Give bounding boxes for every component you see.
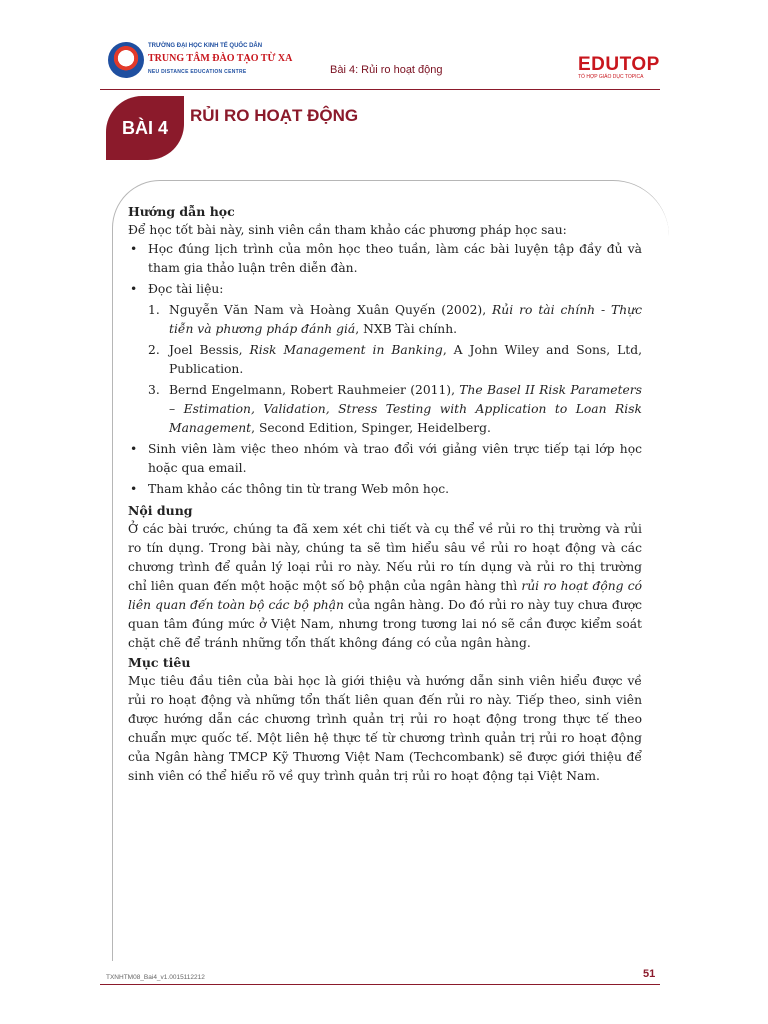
edutop-tagline: TỔ HỢP GIÁO DỤC TOPICA [578, 74, 644, 80]
reference-item [148, 341, 642, 379]
edutop-wordmark: EDUTOP [578, 54, 660, 75]
reference-title: Rủi ro tài chính - Thực tiễn và phương pháp đánh giá [169, 303, 642, 336]
running-header-title: Bài 4: Rủi ro hoạt động [330, 64, 443, 76]
reference-authors: Joel Bessis, [169, 343, 250, 357]
lesson-badge: BÀI 4 [106, 96, 184, 160]
document-code: TXNHTM08_Bai4_v1.0015112212 [106, 974, 205, 981]
header-divider [100, 89, 660, 90]
lesson-content [128, 202, 642, 786]
reference-item [148, 381, 642, 438]
page-number: 51 [643, 968, 656, 980]
content-paragraph [128, 520, 642, 653]
logo-university-name: TRƯỜNG ĐẠI HỌC KINH TẾ QUỐC DÂN [148, 43, 263, 49]
reference-authors: Bernd Engelmann, Robert Rauhmeier (2011), [169, 383, 460, 397]
logo-centre-english: NEU DISTANCE EDUCATION CENTRE [148, 69, 247, 75]
page-header [0, 40, 768, 90]
reference-publisher: , Second Edition, Spinger, Heidelberg. [251, 421, 491, 435]
logo-centre-name: TRUNG TÂM ĐÀO TẠO TỪ XA [148, 53, 293, 64]
reference-title: Risk Management in Banking [249, 343, 443, 357]
objective-paragraph: Mục tiêu đầu tiên của bài học là giới thiệu và hướng dẫn sinh viên hiểu được về rủi ro hoạt động và những tổn thất liên quan đến rủi ro này. Tiếp theo, sinh viên được hướng dẫn các chương trình quản trị rủi ro hoạt động trong thực tế theo chuẩn mực quốc tế. Một liên hệ thực tế từ chương trình quản trị rủi ro hoạt động của Ngân hàng TMCP Kỹ Thương Việt Nam (Techcombank) sẽ được giới thiệu để sinh viên có thể hiểu rõ về quy trình quản trị rủi ro hoạt động tại Việt Nam. [128, 674, 642, 783]
content-text-part: của ngân hàng. Do đó rủi ro này tuy chưa được quan tâm đúng mức ở Việt Nam, nhưng trong tương lai nó sẽ cần được kiểm soát chặt chẽ để tránh những tổn thất không đáng có của ngân hàng. [128, 598, 642, 650]
reference-publisher: , A John Wiley and Sons, Ltd, Publication. [169, 343, 642, 376]
content-text-part: Ở các bài trước, chúng ta đã xem xét chi tiết và cụ thể về rủi ro thị trường và rủi ro tín dụng. Trong bài này, chúng ta sẽ tìm hiểu sâu về rủi ro hoạt động và các chương trình để quản lý loại rủi ro này. Nếu rủi ro tín dụng và rủi ro thị trường chỉ liên quan đến một hoặc một số bộ phận của ngân hàng thì [128, 522, 642, 593]
guide-intro: Để học tốt bài này, sinh viên cần tham khảo các phương pháp học sau: [128, 223, 567, 237]
content-heading: Nội dung [128, 503, 193, 518]
reading-label: Đọc tài liệu: [148, 282, 224, 296]
guide-bullet: • Tham khảo các thông tin từ trang Web môn học. [128, 480, 642, 499]
reference-number: 2. [148, 343, 160, 357]
reference-item [148, 301, 642, 339]
reference-number: 3. [148, 383, 160, 397]
guide-bullet: • Học đúng lịch trình của môn học theo tuần, làm các bài luyện tập đầy đủ và tham gia thảo luận trên diễn đàn. [128, 240, 642, 278]
neu-logo [108, 42, 293, 82]
reference-publisher: , NXB Tài chính. [355, 322, 458, 336]
reference-authors: Nguyễn Văn Nam và Hoàng Xuân Quyến (2002), [169, 303, 493, 317]
guide-heading: Hướng dẫn học [128, 204, 235, 219]
reference-title: The Basel II Risk Parameters – Estimation, Validation, Stress Testing with Application to Loan Risk Management [169, 383, 642, 435]
reference-number: 1. [148, 303, 160, 317]
guide-list [128, 240, 642, 499]
edutop-logo [578, 54, 660, 80]
guide-bullet-reading [128, 280, 642, 438]
reference-list [148, 301, 642, 438]
content-emphasis: rủi ro hoạt động có liên quan đến toàn bộ các bộ phận [128, 579, 642, 612]
neu-emblem-icon [108, 42, 144, 78]
lesson-title: RỦI RO HOẠT ĐỘNG [190, 106, 359, 125]
guide-bullet: • Sinh viên làm việc theo nhóm và trao đổi với giảng viên trực tiếp tại lớp học hoặc qua email. [128, 440, 642, 478]
objective-heading: Mục tiêu [128, 655, 191, 670]
footer-divider [100, 984, 660, 985]
